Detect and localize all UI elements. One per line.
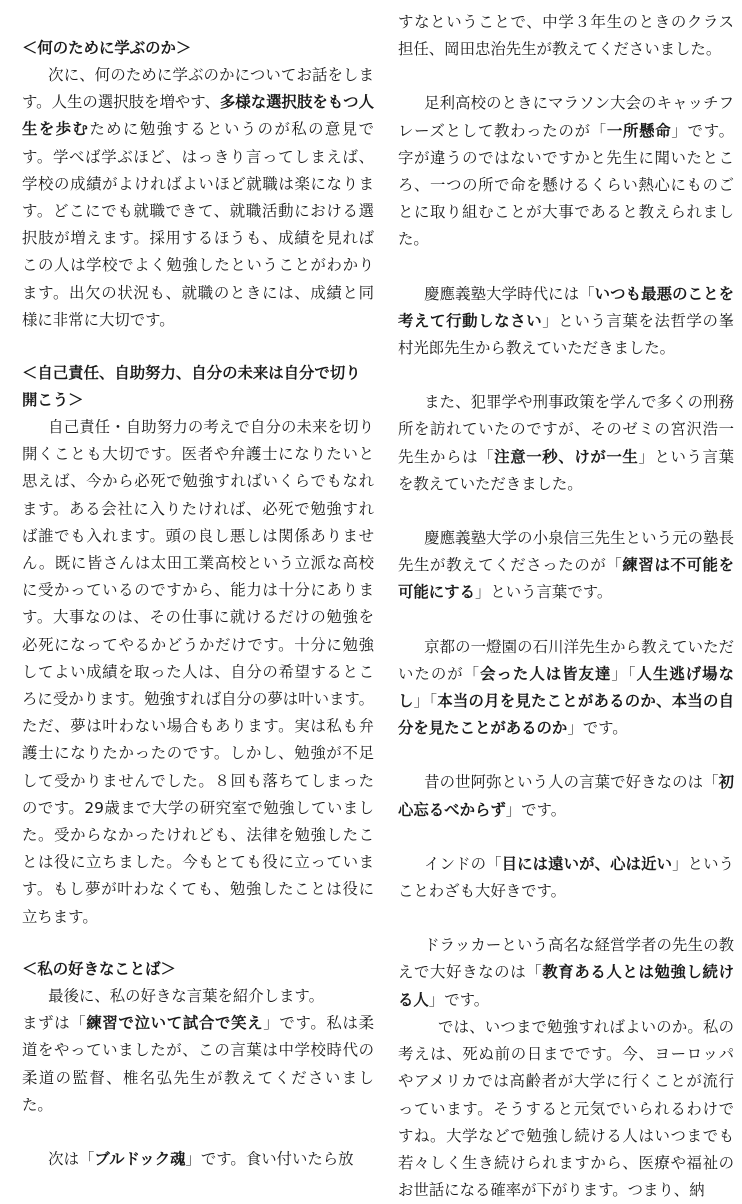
emphasized-phrase: 教育ある人とは勉強し続ける人	[398, 963, 734, 1009]
text-run: まずは「	[22, 1014, 87, 1033]
emphasized-phrase: 会った人は皆友達	[480, 664, 612, 683]
quote-block	[398, 769, 734, 823]
text-run: 」ということわざも大好きです。	[398, 854, 734, 901]
emphasized-phrase: 本当の月を見たことがあるのか、本当の自分を見たことがあるのか	[398, 692, 734, 738]
quote-block	[398, 9, 734, 63]
text-run: 慶應義塾大学時代には「	[424, 284, 595, 303]
text-run: 」です。	[567, 719, 628, 738]
quote-block	[398, 932, 734, 1014]
text-run: 」です。私は柔道をやっていましたが、この言葉は中学校時代の柔道の監督、椎名弘先生が教えてくださいました。	[22, 1014, 374, 1114]
text-run: 」「	[611, 664, 637, 683]
paragraph-self-responsibility: 自己責任・自助努力の考えで自分の未来を切り開くことも大切です。医者や弁護士になりたいと思えば、今から必死で勉強すればいくらでもなれます。ある会社に入りたければ、必死で勉強すれば誰でも入れます。頭の良し悪しは関係ありません。既に皆さんは太田工業高校という立派な高校に受かっているのですから、能力は十分にあります。大事なのは、その仕事に就けるだけの勉強を必死になってやるかどうかだけです。十分に勉強してよい成績を取った人は、自分の希望するところに受かります。勉強すれば自分の夢は叶います。ただ、夢は叶わない場合もあります。実は私も弁護士になりたかったのです。しかし、勉強が不足して受かりませんでした。８回も落ちてしまったのです。29歳まで大学の研究室で勉強していました。受からなかったけれども、法律を勉強したことは役に立ちました。今もとても役に立っています。もし夢が叶わなくても、勉強したことは役に立ちます。	[22, 418, 374, 926]
emphasized-phrase: 一所懸命	[606, 121, 672, 140]
text-run: 慶應義塾大学の小泉信三先生という元の塾長先生が教えてくださったのが「	[398, 529, 734, 575]
emphasized-phrase: 多様な選択肢をもつ人生を歩む	[22, 93, 374, 139]
quote-block	[398, 389, 734, 498]
paragraph-favorite-intro: 最後に、私の好きな言葉を紹介します。	[48, 986, 324, 1005]
text-run: 昔の世阿弥という人の言葉で好きなのは「	[424, 773, 719, 792]
paragraph-favorite-bulldog	[22, 1146, 374, 1173]
text-run: ドラッカーという高名な経営学者の先生の教えで大好きなのは「	[398, 936, 734, 982]
section-heading-why-learn: ＜何のために学ぶのか＞	[22, 39, 192, 57]
text-run: また、犯罪学や刑事政策を学んで多くの刑務所を訪れていたのですが、そのゼミの宮沢浩一先生からは「	[398, 393, 734, 466]
paragraph-why-learn	[22, 62, 374, 334]
text-run: ために勉強するというのが私の意見です。学べば学ぶほど、はっきり言ってしまえば、学校の成績がよければよいほど就職は楽になります。どこにでも就職できて、就職活動における選択肢が増えます。採用するほうも、成績を見ればこの人は学校でよく勉強したということがわかります。出欠の状況も、就職のときには、成績と同様に非常に大切です。	[22, 120, 374, 329]
text-run: 」です。	[428, 990, 490, 1009]
text-run: 」という言葉を法哲学の峯村光郎先生から教えていただきました。	[398, 311, 734, 358]
text-run: 足利高校のときにマラソン大会のキャッチフレーズとして教わったのが「	[398, 94, 734, 140]
text-run: 京都の一燈園の石川洋先生から教えていただいたのが「	[398, 637, 734, 683]
emphasized-phrase: 練習で泣いて試合で笑え	[86, 1014, 264, 1033]
paragraph-lifelong-learning: では、いつまで勉強すればよいのか。私の考えは、死ぬ前の日までです。今、ヨーロッパやアメリカでは高齢者が大学に行くことが流行っています。そうすると元気でいられるわけですね。大学などで勉強し続ける人はいつまでも若々しく生き続けられますから、医療や福祉のお世話になる確率が下がります。つまり、納	[398, 1017, 734, 1200]
text-run: 」です。字が違うのではないですかと先生に聞いたところ、一つの所で命を懸けるくらい熱心にものごとに取り組むことが大事であると教えられました。	[398, 121, 734, 249]
left-column	[22, 0, 374, 1173]
section-heading-favorite-words: ＜私の好きなことば＞	[22, 959, 176, 978]
quote-block	[398, 851, 734, 905]
emphasized-phrase: 目には遠いが、心は近い	[501, 854, 673, 873]
paragraph-favorite-first	[22, 1010, 374, 1119]
section-heading-self-responsibility: ＜自己責任、自助努力、自分の未来は自分で切り開こう＞	[22, 364, 361, 410]
quote-block	[398, 281, 734, 363]
right-column	[398, 0, 734, 1204]
emphasized-phrase: 注意一秒、けが一生	[494, 447, 639, 466]
text-run: すなということで、中学３年生のときのクラス担任、岡田忠治先生が教えてくださいました。	[398, 13, 734, 59]
emphasized-phrase: ブルドック魂	[94, 1149, 186, 1168]
quote-block	[398, 90, 734, 253]
text-run: 次に、何のために学ぶのかについてお話をします。人生の選択肢を増やす、	[22, 66, 374, 112]
emphasized-phrase: 初心忘るべからず	[398, 773, 734, 819]
text-run: 」という言葉を教えていただきました。	[398, 447, 734, 493]
text-run: 次は「	[48, 1149, 95, 1168]
text-run: 」です。	[505, 800, 567, 819]
text-run: 」という言葉です。	[474, 583, 613, 602]
text-run: 」です。食い付いたら放	[185, 1149, 354, 1168]
emphasized-phrase: いつも最悪のことを考えて行動しなさい	[398, 284, 734, 330]
emphasized-phrase: 人生逃げ場なし	[398, 664, 734, 711]
text-run: 」「	[413, 692, 438, 711]
quote-block	[398, 525, 734, 607]
emphasized-phrase: 練習は不可能を可能にする	[398, 556, 734, 602]
text-run: インドの「	[424, 854, 502, 873]
quote-block	[398, 634, 734, 743]
